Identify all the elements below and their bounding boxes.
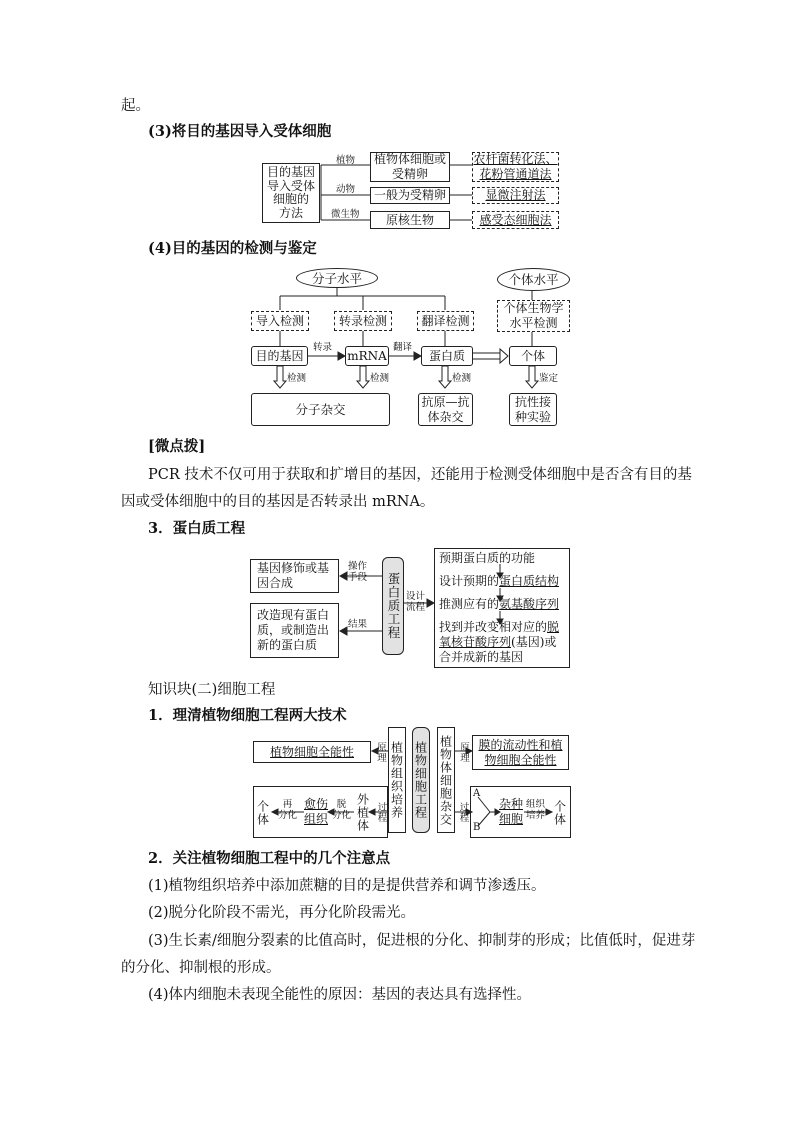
arrow-label-line: 脱 — [336, 799, 347, 810]
box-line: 质，或制造出 — [257, 623, 330, 637]
arrow-label-line: 分化 — [332, 810, 352, 821]
principle-box — [472, 735, 569, 770]
chain-box: 目的基因 — [251, 346, 308, 366]
arrow-label-line: 操作 — [348, 561, 368, 572]
method-line: 显微注射法 — [485, 188, 546, 202]
principle-box — [253, 741, 371, 763]
process-label: 过程 — [457, 801, 469, 823]
note-heading: [微点拨] — [148, 438, 206, 455]
root-line: 导入受体 — [266, 178, 315, 193]
principle-text: 植物细胞全能性 — [269, 744, 354, 759]
process-node: 个体 — [552, 800, 567, 826]
section-heading: 2．关注植物细胞工程中的几个注意点 — [148, 850, 391, 867]
arrow-label-line: 设计 — [406, 591, 426, 602]
arrow-label: 结果 — [348, 619, 368, 630]
box-line: 改造现有蛋白 — [257, 608, 330, 622]
box-line: 基因修饰或基 — [257, 561, 330, 575]
root-line: 细胞的 — [272, 192, 309, 206]
process-label: 过程 — [375, 801, 387, 823]
result-line: 抗原—抗 — [421, 394, 470, 409]
arrow-label-line: 分化 — [278, 810, 298, 821]
branch-label: 动物 — [336, 184, 356, 195]
process-node — [499, 797, 523, 827]
arrow-label: 转录 — [313, 342, 333, 353]
check-box: 导入检测 — [251, 311, 309, 331]
principle-line: 膜的流动性和植 — [478, 737, 563, 752]
target-line: 受精卵 — [391, 167, 428, 181]
text-line: (3)生长素/细胞分裂素的比值高时，促进根的分化、抑制芽的形成；比值低时，促进芽 — [148, 933, 696, 949]
step: 预期蛋白质的功能 — [439, 551, 536, 565]
arrow-label — [278, 799, 297, 821]
section-heading: (4)目的基因的检测与鉴定 — [148, 240, 317, 257]
result-box: 分子杂交 — [251, 393, 390, 426]
step: 推测应有的氨基酸序列 — [439, 597, 560, 611]
result-line: 种实验 — [514, 409, 551, 424]
target-line: 一般为受精卵 — [373, 188, 446, 202]
text-line: (2)脱分化阶段不需光，再分化阶段需光。 — [148, 905, 416, 921]
chain-box: 个体 — [509, 346, 557, 366]
section-heading: (3)将目的基因导入受体细胞 — [148, 123, 332, 140]
process-line: 愈伤 — [304, 797, 329, 811]
result-line: 抗性接 — [514, 394, 551, 409]
root-line: 目的基因 — [266, 165, 315, 179]
process-line: 组织 — [304, 812, 329, 826]
process-node: 个体 — [255, 800, 270, 826]
process-node: 外植体 — [355, 792, 370, 832]
level-oval: 个体水平 — [497, 268, 570, 291]
section-heading: 1．理清植物细胞工程两大技术 — [148, 707, 347, 724]
branch-label: 微生物 — [331, 209, 360, 220]
principle-label: 原理 — [458, 741, 469, 763]
arrow-label: 检测 — [287, 373, 307, 384]
arrow-label-line: 再 — [282, 799, 293, 810]
branch-label: 植物 — [336, 155, 356, 166]
cell-a-label: A — [473, 788, 481, 799]
check-line: 水平检测 — [509, 316, 558, 330]
principle-label: 原理 — [375, 741, 386, 763]
process-node — [304, 797, 328, 827]
root-line: 方法 — [278, 205, 303, 220]
step: 氧核苷酸序列(基因)或 — [439, 635, 557, 649]
chain-box: 蛋白质 — [421, 346, 473, 366]
process-line: 细胞 — [499, 812, 524, 826]
tissue-culture-box: 植物组织培养 — [388, 727, 406, 833]
text-line: PCR 技术不仅可用于获取和扩增目的基因，还能用于检测受体细胞中是否含有目的基 — [148, 467, 692, 483]
section-heading: 知识块(二)细胞工程 — [148, 682, 276, 698]
hybridization-box: 植物体细胞杂交 — [437, 727, 455, 833]
arrow-label — [526, 799, 545, 821]
text-line: 起。 — [121, 98, 150, 114]
arrow-label-line: 流程 — [406, 602, 426, 613]
step: 合并成新的基因 — [439, 650, 524, 664]
step: 设计预期的蛋白质结构 — [439, 574, 560, 588]
box-line: 新的蛋白质 — [257, 638, 318, 652]
arrow-label — [332, 799, 351, 821]
target-line: 植物体细胞或 — [373, 152, 446, 166]
center-box: 植物细胞工程 — [412, 727, 430, 833]
arrow-label: 翻译 — [393, 342, 413, 353]
process-line: 杂种 — [499, 797, 524, 811]
result-line: 体杂交 — [427, 409, 464, 424]
text-line: 的分化、抑制根的形成。 — [121, 960, 281, 976]
arrow-label-line: 手段 — [348, 572, 368, 583]
method-line: 农杆菌转化法、 — [473, 152, 558, 166]
box-line: 因合成 — [257, 576, 294, 590]
text-line: 因或受体细胞中的目的基因是否转录出 mRNA。 — [121, 494, 435, 510]
method-line: 花粉管通道法 — [479, 167, 552, 181]
arrow-label-line: 组织 — [526, 799, 546, 810]
level-oval: 分子水平 — [296, 268, 378, 288]
arrow-label: 检测 — [452, 373, 472, 384]
center-box: 蛋白质工程 — [382, 557, 404, 655]
arrow-label: 检测 — [370, 373, 390, 384]
cell-b-label: B — [473, 822, 481, 833]
method-line: 感受态细胞法 — [479, 212, 552, 227]
check-line: 个体生物学 — [503, 301, 564, 315]
chain-box: mRNA — [345, 346, 389, 366]
arrow-label: 鉴定 — [539, 373, 559, 384]
principle-line: 物细胞全能性 — [484, 752, 557, 767]
check-box: 翻译检测 — [417, 311, 474, 331]
text-line: (1)植物组织培养中添加蔗糖的目的是提供营养和调节渗透压。 — [148, 878, 546, 894]
target-line: 原核生物 — [385, 212, 434, 227]
text-line: (4)体内细胞未表现全能性的原因：基因的表达具有选择性。 — [148, 987, 532, 1003]
section-heading: 3．蛋白质工程 — [148, 520, 246, 537]
arrow-label-line: 培养 — [526, 810, 546, 821]
step: 找到并改变相对应的脱 — [439, 620, 560, 634]
check-box: 转录检测 — [334, 311, 392, 331]
